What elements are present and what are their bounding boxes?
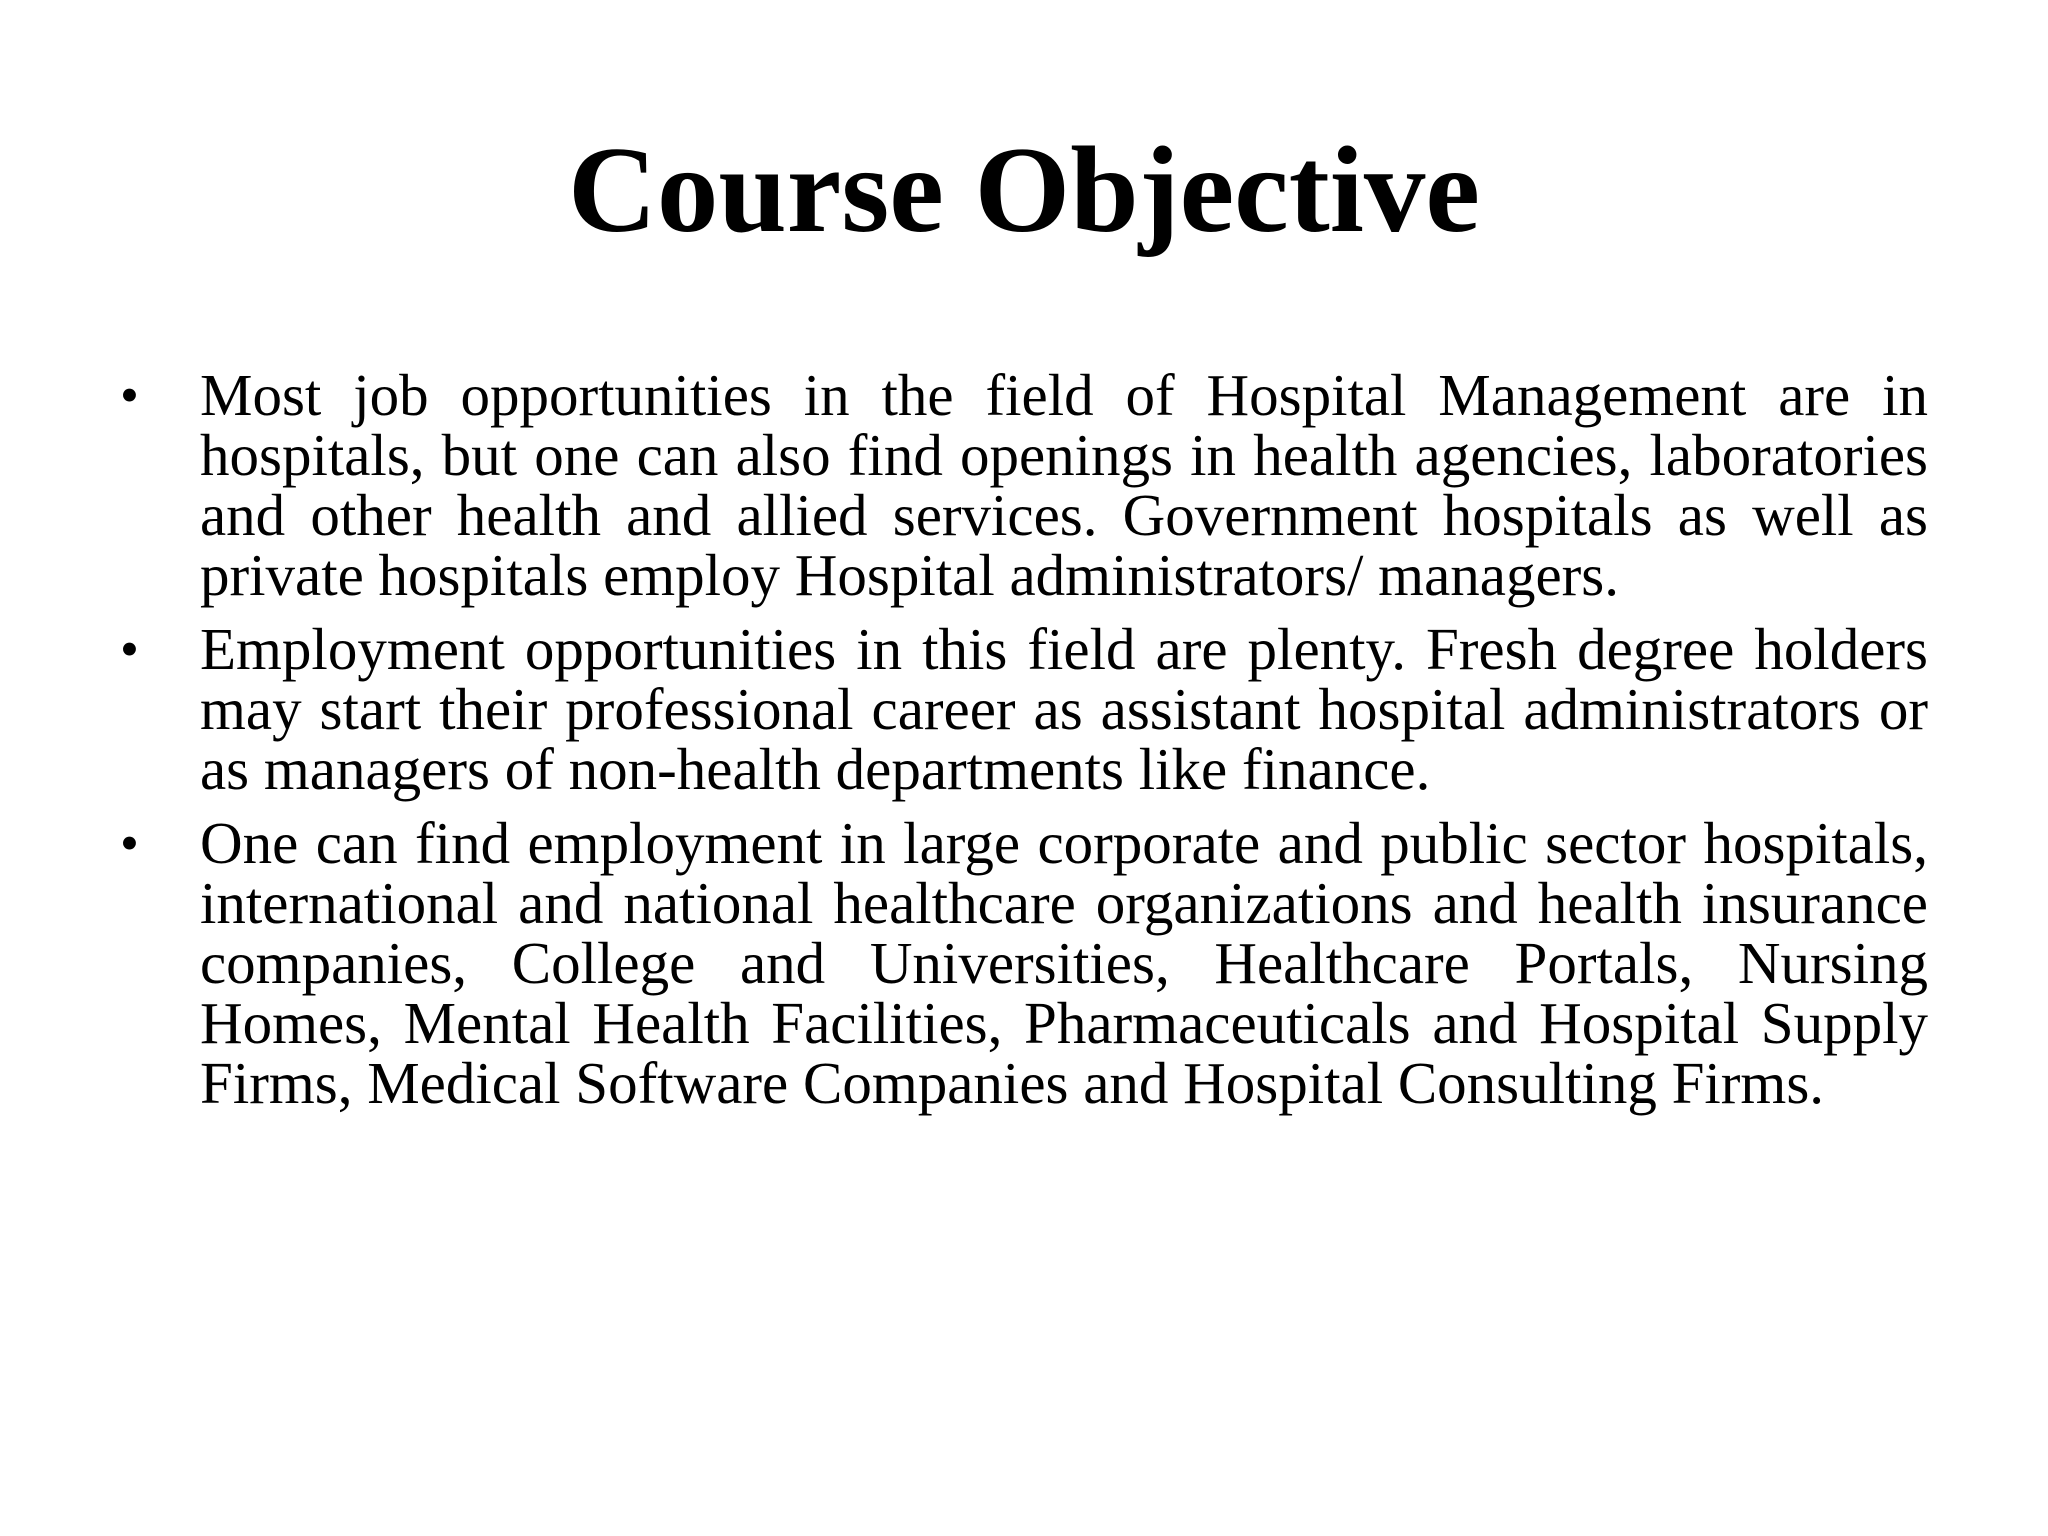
bullet-item <box>120 810 1928 1116</box>
bullet-text: Most job opportunities in the field of Hospital Management are in hospitals, but one can also find openings in health agencies, laboratories and other health and allied services. Government hospitals as well as private hospitals employ Hospital administrators/ managers. <box>200 362 1928 608</box>
bullet-item <box>120 616 1928 802</box>
bullet-text: One can find employment in large corporate and public sector hospitals, international and national healthcare organizations and health insurance companies, College and Universities, Healthcare Portals, Nursing Homes, Mental Health Facilities, Pharmaceuticals and Hospital Supply Firms, Medical Software Companies and Hospital Consulting Firms. <box>200 810 1928 1116</box>
bullet-text: Employment opportunities in this field are plenty. Fresh degree holders may start their professional career as assistant hospital administrators or as managers of non-health departments like finance. <box>200 616 1928 802</box>
bullet-icon: • <box>120 813 139 873</box>
bullet-item <box>120 362 1928 608</box>
bullet-icon: • <box>120 619 139 679</box>
slide-title: Course Objective <box>568 121 1480 258</box>
bullet-list <box>120 362 1928 1127</box>
bullet-icon: • <box>120 365 139 425</box>
